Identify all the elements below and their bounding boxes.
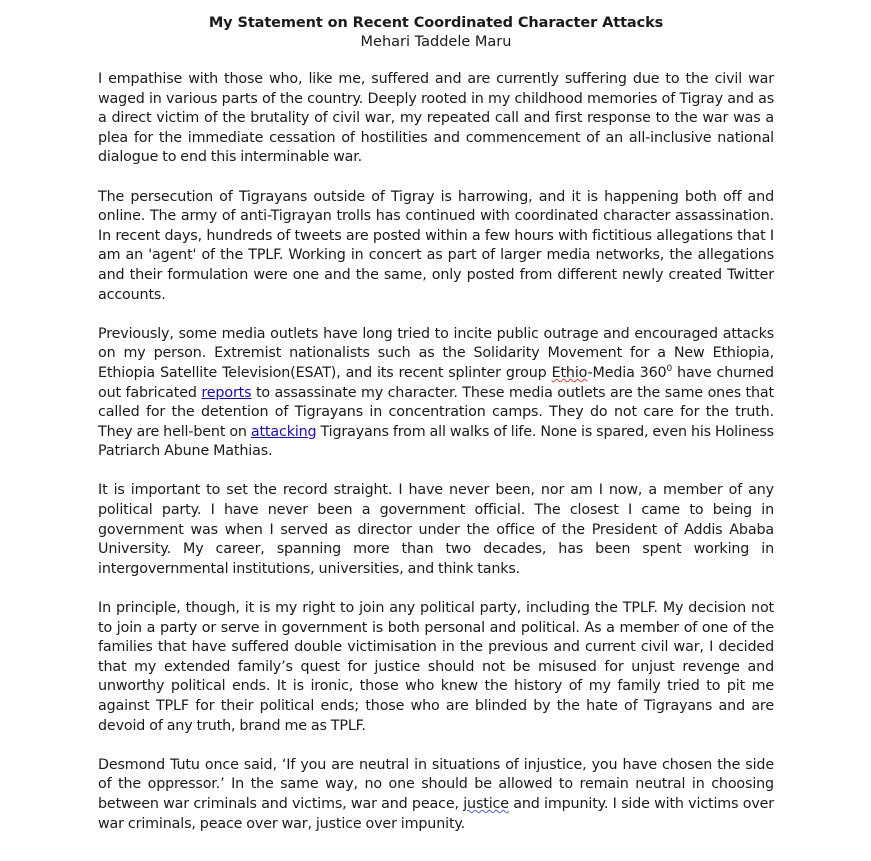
document-page bbox=[98, 14, 774, 854]
paragraph-3-text-4: to assassinate my character. These media outlets are the same ones that called for the detention of Tigrayans in concentration camps. They do not care for the truth. They are hell-bent on bbox=[98, 384, 774, 440]
paragraph-6-text-2: and impunity. I side with victims over war criminals, peace over war, justice over impunity. bbox=[98, 795, 775, 832]
paragraph-3-text-2: -Media 360 bbox=[587, 364, 667, 381]
reports-link[interactable]: reports bbox=[201, 384, 252, 401]
paragraph-6-text-1: Desmond Tutu once said, ‘If you are neutral in situations of injustice, you have chosen the side of the oppressor.’ In the same way, no one should be allowed to remain neutral in choosing between war criminals and victims, war and peace, bbox=[98, 756, 774, 812]
paragraph-4: It is important to set the record straight. I have never been, nor am I now, a member of any political party. I have never been a government official. The closest I came to being in government was when I served as director under the office of the President of Addis Ababa University. My career, spanning more than two decades, has been spent working in intergovernmental institutions, universities, and think tanks. bbox=[98, 482, 774, 577]
spellcheck-word-ethio: Ethio bbox=[551, 364, 588, 381]
attacking-link[interactable]: attacking bbox=[250, 423, 317, 440]
paragraph-3 bbox=[98, 325, 774, 462]
paragraph-1: I empathise with those who, like me, suffered and are currently suffering due to the civil war waged in various parts of the country. Deeply rooted in my childhood memories of Tigray and as a direct victim of the brutality of civil war, my repeated call and first response to the war was a plea for the immediate cessation of hostilities and commencement of an all-inclusive national dialogue to end this interminable war. bbox=[98, 71, 774, 166]
superscript-zero: 0 bbox=[666, 364, 673, 375]
paragraph-3-text-5: Tigrayans from all walks of life. None is spared, even his Holiness Patriarch Abune Mathias. bbox=[98, 423, 774, 460]
paragraph-5: In principle, though, it is my right to join any political party, including the TPLF. My decision not to join a party or serve in government is both personal and political. As a member of one of the families that have suffered double victimisation in the previous and current civil war, I decided that my extended family’s quest for justice should not be misused for unjust revenge and unworthy political ends. It is ironic, those who knew the history of my family tried to pit me against TPLF for their political ends; those who are blinded by the hate of Tigrayans and are devoid of any truth, brand me as TPLF. bbox=[98, 600, 774, 734]
paragraph-3-text-1: Previously, some media outlets have long tried to incite public outrage and encouraged attacks on my person. Extremist nationalists such as the Solidarity Movement for a New Ethiopia, Ethiopia Satellite Television(ESAT), and its recent splinter group bbox=[98, 325, 774, 381]
document-author: Mehari Taddele Maru bbox=[360, 34, 512, 50]
document-title: My Statement on Recent Coordinated Character Attacks bbox=[208, 15, 664, 31]
grammar-check-word-justice: justice bbox=[463, 795, 509, 812]
paragraph-3-text-3: have churned out fabricated bbox=[98, 364, 774, 401]
paragraph-6 bbox=[98, 756, 774, 834]
paragraph-2: The persecution of Tigrayans outside of Tigray is harrowing, and it is happening both off and online. The army of anti-Tigrayan trolls has continued with coordinated character assassination. In recent days, hundreds of tweets are posted within a few hours with fictitious allegations that I am an 'agent' of the TPLF. Working in concert as part of larger media networks, the allegations and their formulation were one and the same, only posted from different newly created Twitter accounts. bbox=[98, 188, 774, 303]
